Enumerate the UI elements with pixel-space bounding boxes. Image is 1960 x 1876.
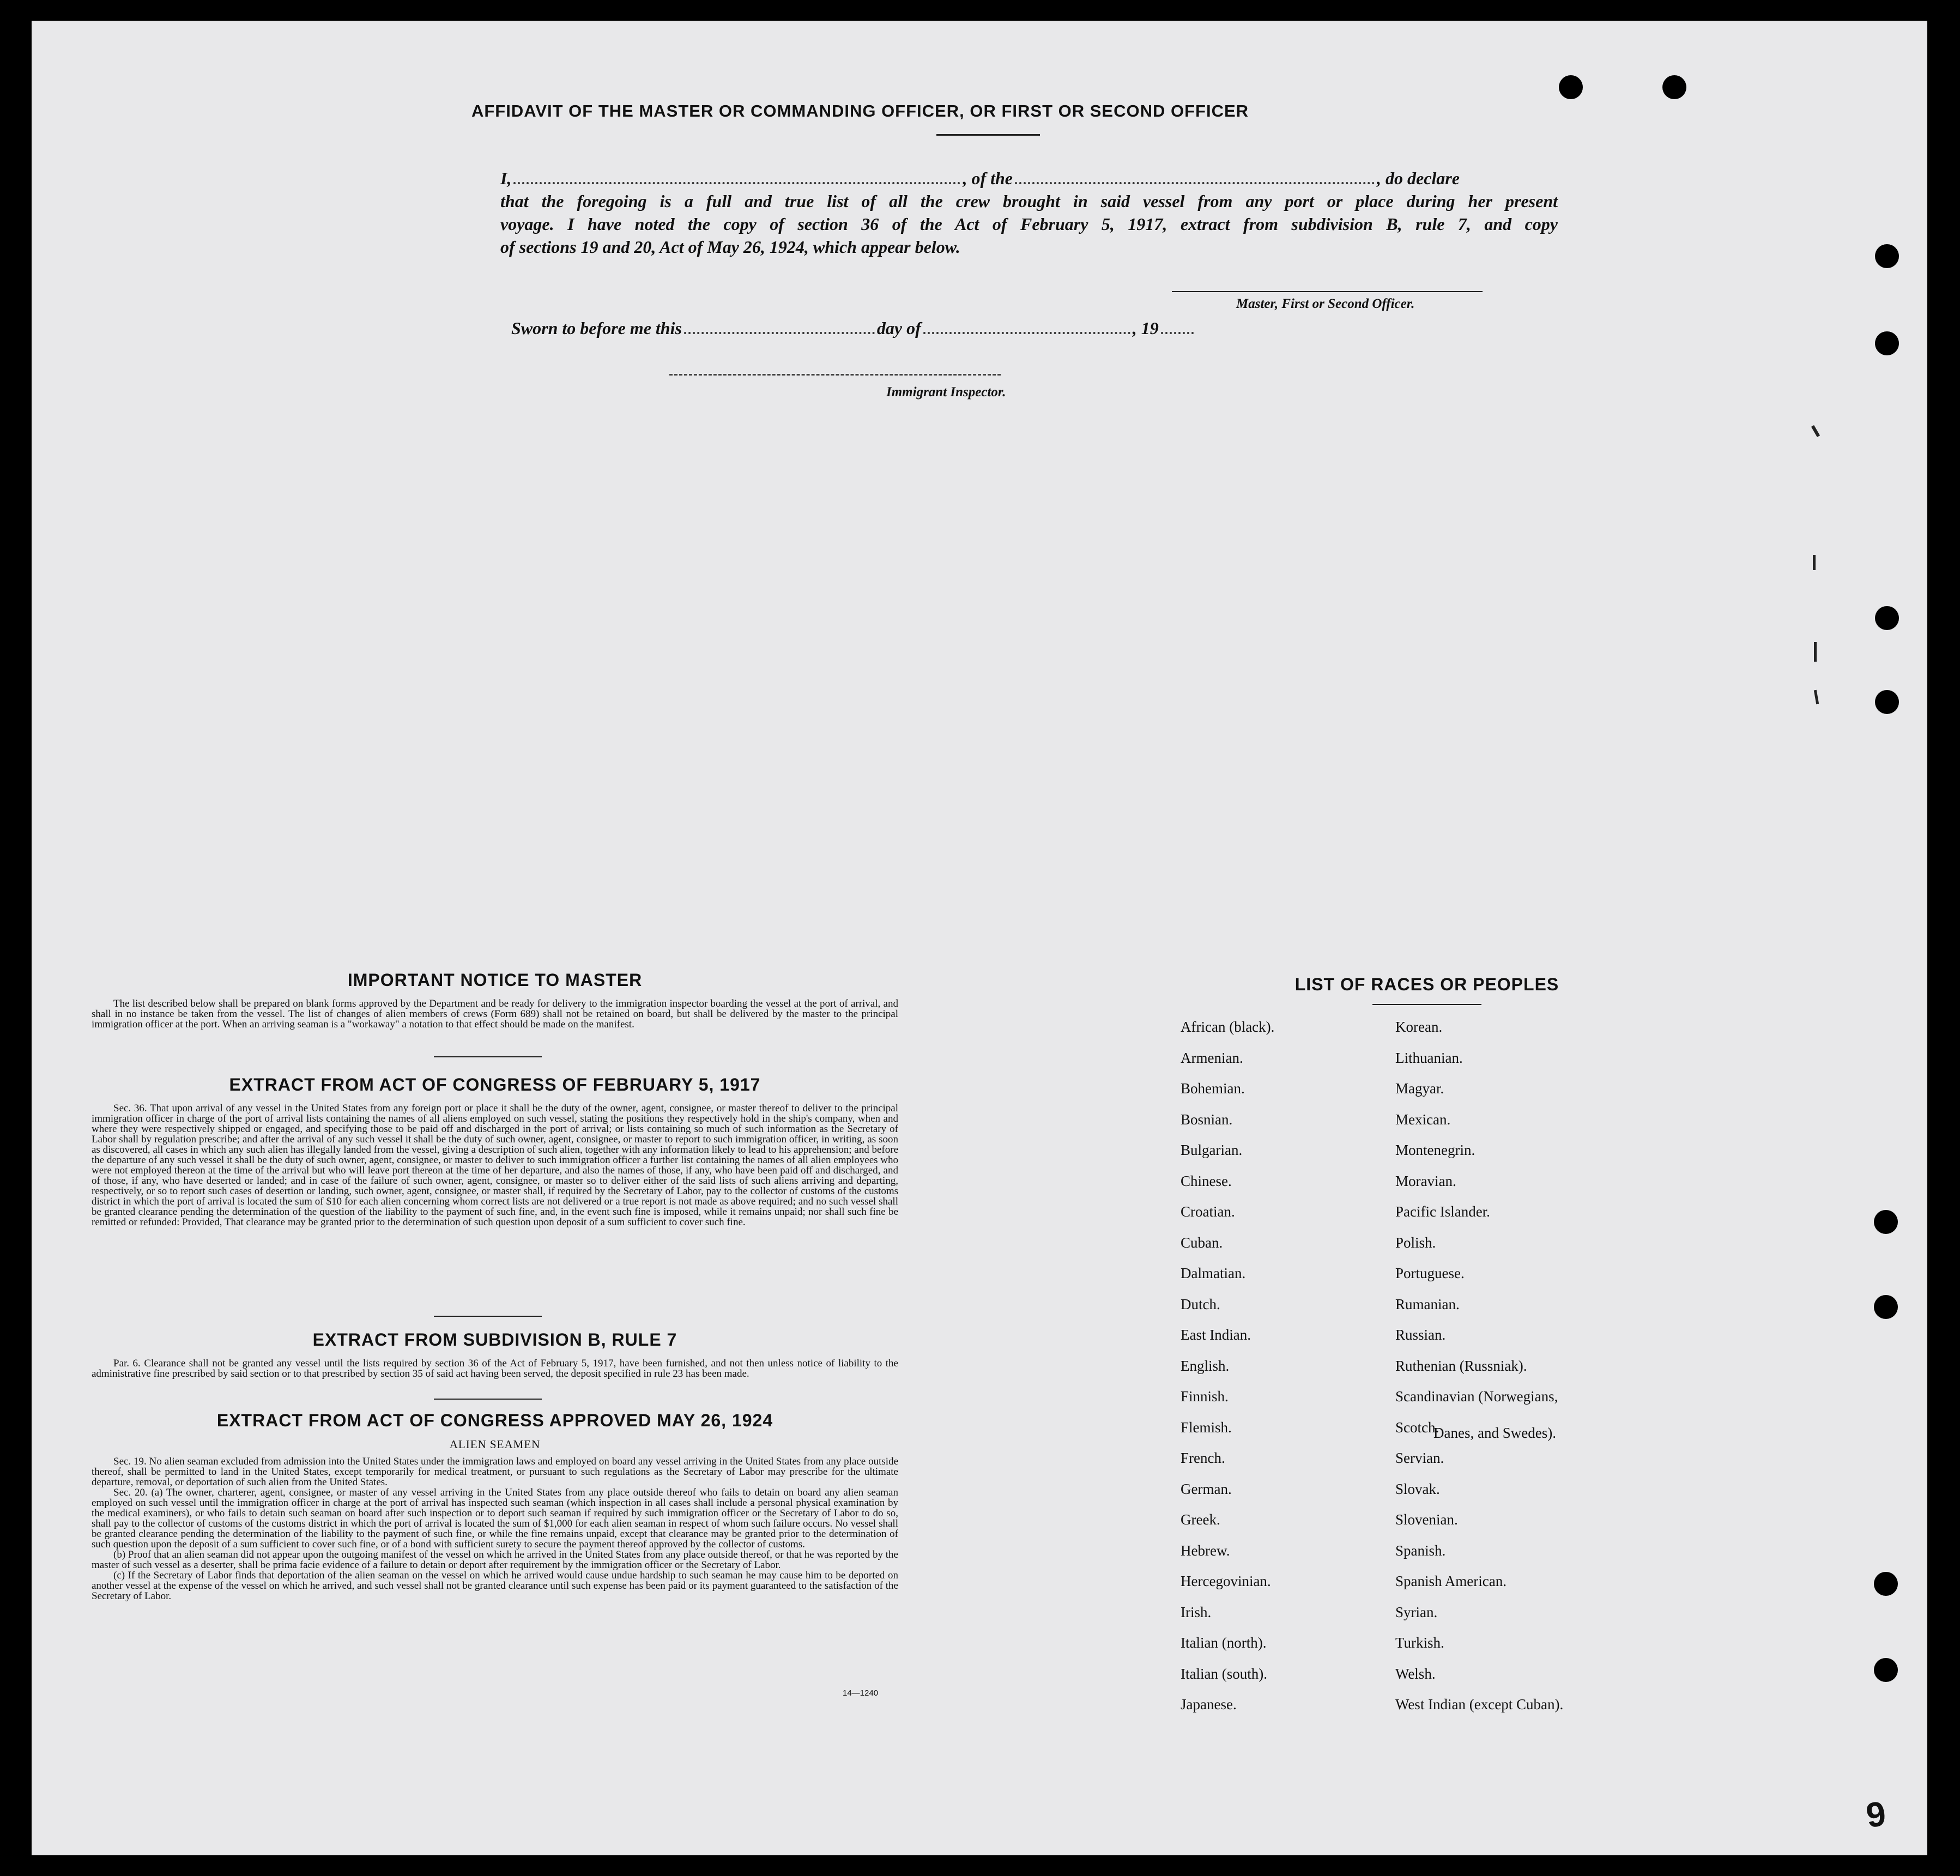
race-item: Scotch. [1395, 1419, 1439, 1436]
race-item: Flemish. [1181, 1419, 1232, 1436]
subdivision-paragraph: Par. 6. Clearance shall not be granted any vessel until the lists required by section 36 of the Act of February 5, 1917, have been furnished, and not then unless notice of liability to the administrative fine prescribed by said section or to that prescribed by section 35 of said act having been served, the deposit specified in rule 23 has been made. [92, 1358, 898, 1379]
race-item: Syrian. [1395, 1603, 1438, 1620]
race-item: Turkish. [1395, 1635, 1444, 1651]
affidavit-line-4: of sections 19 and 20, Act of May 26, 1924, which appear below. [500, 237, 960, 257]
ink-mark [1813, 555, 1816, 570]
race-item: Bohemian. [1181, 1080, 1245, 1097]
race-item: Montenegrin. [1395, 1142, 1475, 1158]
race-item: Italian (north). [1181, 1635, 1267, 1651]
race-item: German. [1181, 1480, 1232, 1497]
race-item: Rumanian. [1395, 1296, 1460, 1312]
master-caption: Master, First or Second Officer. [1236, 296, 1415, 311]
race-item: Polish. [1395, 1234, 1436, 1251]
month-blank [923, 332, 1130, 334]
races-column-2 [1395, 1012, 1563, 1720]
punch-hole [1875, 606, 1899, 630]
race-item: Spanish. [1395, 1542, 1446, 1559]
race-item: West Indian (except Cuban). [1395, 1696, 1564, 1712]
race-item: Cuban. [1181, 1234, 1223, 1251]
races-title: LIST OF RACES OR PEOPLES [1294, 975, 1559, 994]
punch-hole [1875, 331, 1899, 355]
extract-1917-title: EXTRACT FROM ACT OF CONGRESS OF FEBRUARY 5, 1917 [229, 1075, 761, 1094]
punch-hole [1875, 690, 1899, 714]
vessel-blank [1015, 182, 1375, 184]
punch-hole [1875, 244, 1899, 268]
sworn-day-blank [684, 332, 875, 334]
race-item: Hebrew. [1181, 1542, 1230, 1559]
race-item: Japanese. [1181, 1696, 1237, 1712]
affidavit-line-3: voyage. I have noted the copy of section 36 of the Act of February 5, 1917, extract from subdivision B, rule 7, and copy [500, 214, 1558, 234]
race-item: Chinese. [1181, 1172, 1232, 1189]
sec-20c-paragraph: (c) If the Secretary of Labor finds that deportation of the alien seaman on the vessel on which he arrived would cause undue hardship to such seaman he may cause him to be deported on another vessel at the expense of the vessel on which he arrived, and such vessel shall not be granted clearance until such expense has been paid or its payment guaranteed to the satisfaction of the Secretary of Labor. [92, 1570, 898, 1602]
race-item: Moravian. [1395, 1172, 1456, 1189]
race-item: Greek. [1181, 1511, 1220, 1528]
race-item: Scandinavian (Norwegians, [1395, 1388, 1558, 1405]
race-item: Russian. [1395, 1327, 1446, 1343]
race-item: Korean. [1395, 1019, 1443, 1035]
affidavit-body [500, 167, 1558, 258]
affidavit-of: , of the [963, 168, 1013, 188]
master-signature-line [1172, 291, 1483, 292]
notice-rule [434, 1056, 542, 1057]
race-item: Croatian. [1181, 1203, 1235, 1220]
race-item: Bosnian. [1181, 1111, 1233, 1128]
race-item: Dalmatian. [1181, 1265, 1246, 1281]
extract-1917-rule [434, 1316, 542, 1317]
inspector-signature-line [669, 374, 1001, 376]
notice-title: IMPORTANT NOTICE TO MASTER [347, 970, 643, 990]
race-item: Portuguese. [1395, 1265, 1465, 1281]
race-item: African (black). [1181, 1019, 1275, 1035]
sworn-line [511, 318, 1196, 338]
extract-1917-text [92, 1103, 898, 1227]
punch-hole [1662, 75, 1686, 99]
handwritten-page-mark: 9 [1864, 1793, 1889, 1836]
race-item: Mexican. [1395, 1111, 1451, 1128]
race-item: Hercegovinian. [1181, 1573, 1271, 1589]
race-item: English. [1181, 1357, 1230, 1374]
notice-paragraph: The list described below shall be prepared on blank forms approved by the Department and be ready for delivery to the immigration inspector boarding the vessel at the port of arrival, and shall in no instance be taken from the vessel. The list of changes of alien members of crews (Form 689) shall not be retained on board, but shall be delivered by the master to the principal immigration officer at the port. When an arriving seaman is a "workaway" a notation to that effect should be made on the manifest. [92, 998, 898, 1030]
race-item: Servian. [1395, 1450, 1444, 1466]
punch-hole [1559, 75, 1583, 99]
race-item: Irish. [1181, 1603, 1212, 1620]
race-item: Lithuanian. [1395, 1049, 1463, 1066]
scandinavian-continuation: Danes, and Swedes). [1433, 1425, 1556, 1441]
race-item: Spanish American. [1395, 1573, 1507, 1589]
race-item: Magyar. [1395, 1080, 1444, 1097]
year-text: , 19 [1132, 318, 1159, 338]
affidavit-declare: , do declare [1377, 168, 1460, 188]
extract-1924-text [92, 1456, 898, 1601]
name-blank [513, 182, 960, 184]
affidavit-line-2: that the foregoing is a full and true list of all the crew brought in said vessel from any port or place during her present [500, 191, 1558, 211]
race-item: Slovak. [1395, 1480, 1440, 1497]
subdivision-title: EXTRACT FROM SUBDIVISION B, RULE 7 [312, 1330, 677, 1349]
race-item: Pacific Islander. [1395, 1203, 1490, 1220]
document-page [32, 21, 1927, 1855]
race-item: French. [1181, 1450, 1225, 1466]
punch-hole [1874, 1572, 1898, 1596]
title-rule [936, 134, 1040, 136]
punch-hole [1874, 1658, 1898, 1682]
sec-19-paragraph: Sec. 19. No alien seaman excluded from admission into the United States under the immigration laws and employed on board any vessel arriving in the United States from any place outside thereof, shall be permitted to land in the United States, except temporarily for medical treatment, or pursuant to such regulations as the Secretary of Labor may prescribe for the ultimate departure, removal, or deportation of such alien from the United States. [92, 1456, 898, 1488]
day-of-text: day of [876, 318, 921, 338]
race-item: Bulgarian. [1181, 1142, 1243, 1158]
sec-20a-paragraph: Sec. 20. (a) The owner, charterer, agent, consignee, or master of any vessel arriving in the United States from any place outside thereof who fails to detain on board any alien seaman employed on such vessel until the immigration officer in charge at the port of arrival has inspected such seaman (which inspection in all cases shall include a personal physical examination by the medical examiners), or who fails to detain such seaman on board after such inspection or to deport such seaman if required by such immigration officer or the Secretary of Labor to do so, shall pay to the collector of customs of the customs district in which the port of arrival is located the sum of $1,000 for each alien seaman in respect of whom such failure occurs. No vessel shall be granted clearance pending the determination of the liability to the payment of such fine, or while the fine remains unpaid, except that clearance may be granted prior to the determination of such question upon the deposit of a sum sufficient to cover such fine, or of a bond with sufficient surety to secure the payment thereof approved by the collector of customs. [92, 1487, 898, 1550]
alien-seamen-subtitle: ALIEN SEAMEN [449, 1438, 541, 1451]
ink-mark [1811, 425, 1820, 437]
ink-mark [1814, 690, 1819, 704]
inspector-caption: Immigrant Inspector. [886, 385, 1006, 400]
punch-hole [1874, 1295, 1898, 1319]
race-item: East Indian. [1181, 1327, 1251, 1343]
race-item: Slovenian. [1395, 1511, 1458, 1528]
affidavit-i: I, [500, 168, 512, 188]
form-number: 14—1240 [843, 1689, 879, 1698]
race-item: Ruthenian (Russniak). [1395, 1357, 1527, 1374]
extract-1917-paragraph: Sec. 36. That upon arrival of any vessel in the United States from any foreign port or place it shall be the duty of the owner, agent, consignee, or master thereof to deliver to the principal immigration officer in charge of the port of arrival lists containing the names of all aliens employed on such vessel, stating the positions they respectively hold in the ship's company, when and where they were respectively shipped or engaged, and specifying those to be paid off and discharged in the port of arrival; or lists containing so much of such information as the Secretary of Labor shall by regulation prescribe; and after the arrival of any such vessel it shall be the duty of such owner, agent, consignee, or master to report to such immigration officer, in writing, as soon as discovered, all cases in which any such alien has illegally landed from the vessel, giving a description of such alien, together with any information likely to lead to his apprehension; and before the departure of any such vessel it shall be the duty of such owner, agent, consignee, or master to deliver to such immigration officer a further list containing the names of all alien employees who were not employed thereon at the time of the arrival but who will leave port thereon at the time of her departure, and also the names of those, if any, who have been paid off and discharged, and of those, if any, who have deserted or landed; and in case of the failure of such owner, agent, consignee, or master so to deliver either of the said lists of such aliens arriving and departing, respectively, or so to report such cases of desertion or landing, such owner, agent, consignee, or master shall, if required by the Secretary of Labor, pay to the collector of customs of the customs district in which the port of arrival is located the sum of $10 for each alien concerning whom correct lists are not delivered or a true report is not made as above required; and no such vessel shall be granted clearance pending the determination of the question of the liability to the payment of such fine, and, in the event such fine is imposed, while it remains unpaid; nor shall such fine be remitted or refunded: Provided, That clearance may be granted prior to the determination of such question upon deposit of a sum sufficient to cover such fine. [92, 1103, 898, 1228]
punch-hole [1874, 1210, 1898, 1234]
races-rule [1372, 1004, 1481, 1005]
ink-mark [1814, 642, 1817, 662]
race-item: Welsh. [1395, 1665, 1436, 1682]
races-column-1 [1181, 1012, 1274, 1720]
race-item: Armenian. [1181, 1049, 1243, 1066]
affidavit-line-1 [500, 167, 1558, 190]
extract-1924-title: EXTRACT FROM ACT OF CONGRESS APPROVED MAY 26, 1924 [216, 1411, 773, 1430]
race-item: Finnish. [1181, 1388, 1229, 1405]
race-item: Italian (south). [1181, 1665, 1267, 1682]
subdivision-text [92, 1358, 898, 1379]
sworn-text: Sworn to before me this [511, 318, 682, 338]
notice-text [92, 998, 898, 1030]
subdivision-rule [434, 1399, 542, 1400]
sec-20b-paragraph: (b) Proof that an alien seaman did not appear upon the outgoing manifest of the vessel on which he arrived in the United States from any place outside thereof, or that he was reported by the master of such vessel as a deserter, shall be prima facie evidence of a failure to detain or deport after requirement by the immigration officer or the Secretary of Labor. [92, 1549, 898, 1571]
affidavit-title: AFFIDAVIT OF THE MASTER OR COMMANDING OFFICER, OR FIRST OR SECOND OFFICER [471, 101, 1249, 120]
race-item: Dutch. [1181, 1296, 1220, 1312]
year-blank [1161, 332, 1194, 334]
